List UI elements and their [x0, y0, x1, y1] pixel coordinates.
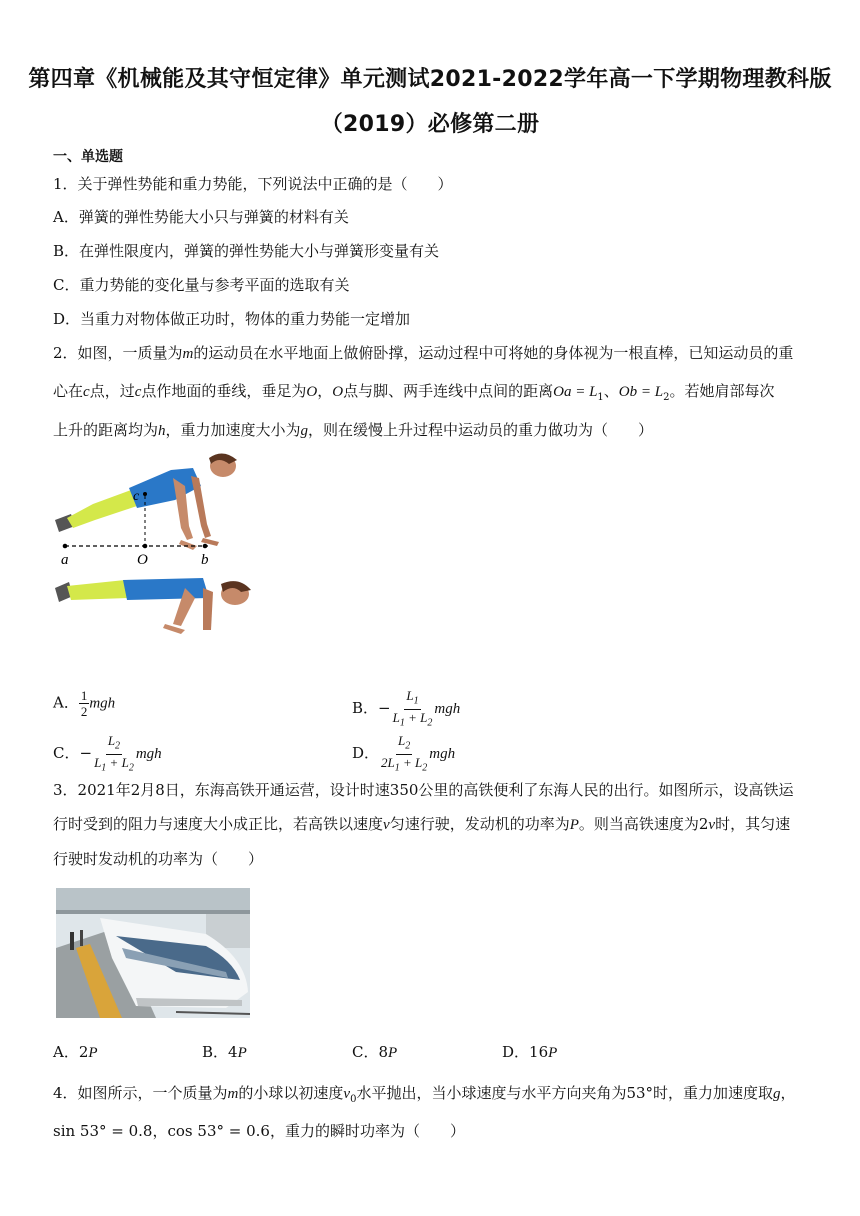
point-c-label: c [133, 489, 140, 504]
q2-option-d: D． $\frac{L_2}{2L_1 + L_2}$ mgh [352, 733, 456, 774]
fraction: $\frac{L_2}{L_1 + L_2}$ [94, 733, 134, 774]
paper-title-line2: （2019）必修第二册 [320, 112, 540, 137]
q2-option-a: A． $\frac{1}{2}$ mgh [53, 688, 116, 719]
train-figure [56, 888, 250, 1018]
q1-option-c: C．重力势能的变化量与参考平面的选取有关 [53, 276, 350, 294]
q4-stem-line1: 4．如图所示，一个质量为m的小球以初速度$v_0$水平抛出，当小球速度与水平方向夹角为53°时，重力加速度取g， [53, 1084, 796, 1105]
train-photo-illustration [56, 888, 250, 1018]
pushup-lower-pose [55, 578, 251, 634]
q3-option-a: A．2P [53, 1043, 98, 1061]
q3-stem-line1: 3．2021年2月8日，东海高铁开通运营，设计时速350公里的高铁便利了东海人民的出行。如图所示，设高铁运 [53, 781, 794, 799]
q2-option-b: B．− $\frac{L_1}{L_1 + L_2}$ mgh [352, 688, 461, 729]
q2-stem-line2: 心在c点，过c点作地面的垂线，垂足为O，O点与脚、两手连线中点间的距离$Oa = L_1$、$Ob = L_2$。若她肩部每次 [53, 382, 775, 403]
q3-option-d: D．16P [502, 1043, 558, 1061]
point-o-label: O [137, 552, 148, 568]
fraction: $\frac{1}{2}$ [80, 688, 88, 719]
fraction: $\frac{L_2}{2L_1 + L_2}$ [381, 733, 428, 774]
q3-stem-line2: 行时受到的阻力与速度大小成正比，若高铁以速度v匀速行驶，发动机的功率为P。则当高铁速度为2v时，其匀速 [53, 815, 791, 833]
paper-title-line1: 第四章《机械能及其守恒定律》单元测试2021-2022学年高一下学期物理教科版 [28, 67, 832, 92]
q3-option-b: B．4P [202, 1043, 247, 1061]
q3-option-c: C．8P [352, 1043, 398, 1061]
q3-stem-line3: 行驶时发动机的功率为（ ） [53, 850, 264, 868]
q1-option-d: D．当重力对物体做正功时，物体的重力势能一定增加 [53, 310, 411, 328]
pushup-figure [53, 448, 255, 648]
point-b-label: b [201, 552, 209, 568]
section-heading: 一、单选题 [53, 149, 123, 165]
q2-stem-line1: 2．如图，一质量为m的运动员在水平地面上做俯卧撑，运动过程中可将她的身体视为一根直棒，已知运动员的重 [53, 344, 794, 362]
pushup-upper-pose [55, 453, 237, 568]
q1-stem: 1．关于弹性势能和重力势能，下列说法中正确的是（ ） [53, 175, 453, 193]
q4-stem-line2: sin 53° = 0.8，cos 53° = 0.6，重力的瞬时功率为（ ） [53, 1122, 465, 1140]
q2-stem-line3: 上升的距离均为h，重力加速度大小为g，则在缓慢上升过程中运动员的重力做功为（ ） [53, 421, 654, 439]
fraction: $\frac{L_1}{L_1 + L_2}$ [392, 688, 433, 729]
pushup-illustration [53, 448, 255, 648]
q1-option-b: B．在弹性限度内，弹簧的弹性势能大小与弹簧形变量有关 [53, 242, 440, 260]
q2-option-c: C．− $\frac{L_2}{L_1 + L_2}$ mgh [53, 733, 162, 774]
point-a-label: a [61, 552, 69, 568]
q1-option-a: A．弹簧的弹性势能大小只与弹簧的材料有关 [53, 208, 349, 226]
